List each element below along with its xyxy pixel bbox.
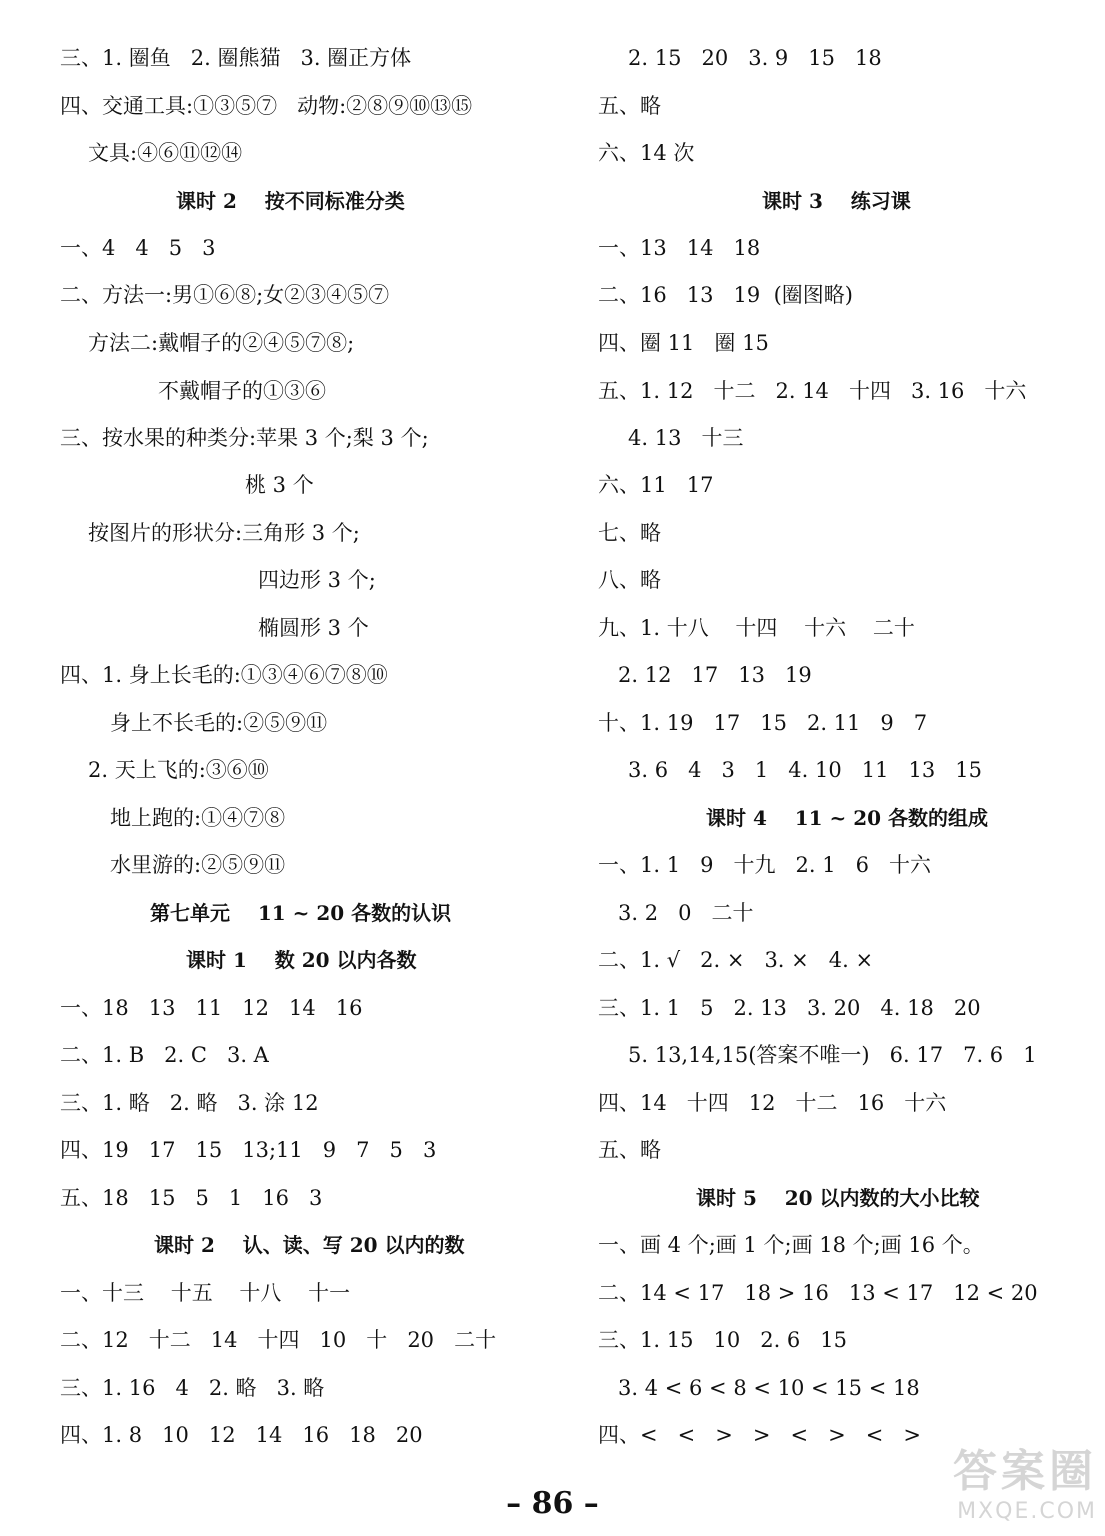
answer-line: 三、1. 圈鱼 2. 圈熊猫 3. 圈正方体	[60, 46, 412, 70]
answer-line: 方法二:戴帽子的②④⑤⑦⑧;	[88, 331, 355, 355]
watermark-text: 答案圈	[953, 1446, 1097, 1497]
answer-line: 四、< < > > < > < >	[598, 1423, 921, 1447]
answer-line: 一、画 4 个;画 1 个;画 18 个;画 16 个。	[598, 1233, 984, 1257]
answer-line: 不戴帽子的①③⑥	[158, 379, 326, 403]
answer-line: 四、14 十四 12 十二 16 十六	[598, 1091, 947, 1115]
watermark-logo	[927, 1435, 1097, 1530]
answer-line: 水里游的:②⑤⑨⑪	[110, 853, 286, 877]
answer-line: 四、1. 身上长毛的:①③④⑥⑦⑧⑩	[60, 663, 388, 687]
answer-line: 按图片的形状分:三角形 3 个;	[88, 521, 360, 545]
answer-line: 3. 2 0 二十	[618, 901, 754, 925]
answer-line: 桃 3 个	[245, 473, 314, 497]
answer-line: 五、略	[598, 94, 661, 118]
answer-line: 四、圈 11 圈 15	[598, 331, 769, 355]
answer-line: 五、18 15 5 1 16 3	[60, 1186, 323, 1210]
answer-line: 六、14 次	[598, 141, 695, 165]
answer-line: 六、11 17	[598, 473, 714, 497]
answer-line: 一、18 13 11 12 14 16	[60, 996, 363, 1020]
page-number: – 86 –	[506, 1486, 599, 1521]
section-heading: 课时 4 11 ~ 20 各数的组成	[706, 806, 989, 830]
answer-line: 八、略	[598, 568, 661, 592]
answer-line: 文具:④⑥⑪⑫⑭	[88, 141, 243, 165]
answer-line: 三、1. 15 10 2. 6 15	[598, 1328, 848, 1352]
section-heading: 课时 2 认、读、写 20 以内的数	[154, 1233, 465, 1257]
answer-line: 一、十三 十五 十八 十一	[60, 1281, 351, 1305]
section-heading: 课时 2 按不同标准分类	[176, 189, 405, 213]
answer-line: 3. 6 4 3 1 4. 10 11 13 15	[628, 758, 982, 782]
answer-line: 4. 13 十三	[628, 426, 744, 450]
answer-line: 地上跑的:①④⑦⑧	[110, 806, 286, 830]
section-heading: 课时 1 数 20 以内各数	[186, 948, 417, 972]
answer-line: 2. 15 20 3. 9 15 18	[628, 46, 882, 70]
answer-line: 三、1. 1 5 2. 13 3. 20 4. 18 20	[598, 996, 981, 1020]
answer-line: 2. 12 17 13 19	[618, 663, 812, 687]
answer-line: 十、1. 19 17 15 2. 11 9 7	[598, 711, 928, 735]
answer-line: 九、1. 十八 十四 十六 二十	[598, 616, 915, 640]
answer-line: 五、1. 12 十二 2. 14 十四 3. 16 十六	[598, 379, 1027, 403]
answer-line: 二、1. √ 2. × 3. × 4. ×	[598, 948, 874, 972]
answer-line: 二、16 13 19 (圈图略)	[598, 283, 853, 307]
answer-line: 二、方法一:男①⑥⑧;女②③④⑤⑦	[60, 283, 390, 307]
answer-line: 一、4 4 5 3	[60, 236, 216, 260]
answer-line: 5. 13,14,15(答案不唯一) 6. 17 7. 6 1	[628, 1043, 1037, 1067]
answer-line: 三、按水果的种类分:苹果 3 个;梨 3 个;	[60, 426, 429, 450]
answer-line: 三、1. 16 4 2. 略 3. 略	[60, 1376, 325, 1400]
answer-line: 四、1. 8 10 12 14 16 18 20	[60, 1423, 423, 1447]
answer-line: 四、交通工具:①③⑤⑦ 动物:②⑧⑨⑩⑬⑮	[60, 94, 473, 118]
answer-line: 二、12 十二 14 十四 10 十 20 二十	[60, 1328, 497, 1352]
answer-line: 二、14 < 17 18 > 16 13 < 17 12 < 20	[598, 1281, 1038, 1305]
unit-heading: 第七单元 11 ~ 20 各数的认识	[150, 901, 452, 925]
answer-line: 2. 天上飞的:③⑥⑩	[88, 758, 269, 782]
watermark-url: MXQE.COM	[957, 1499, 1097, 1524]
answer-line: 四边形 3 个;	[258, 568, 376, 592]
answer-line: 四、19 17 15 13;11 9 7 5 3	[60, 1138, 437, 1162]
answer-line: 身上不长毛的:②⑤⑨⑪	[110, 711, 328, 735]
answer-line: 一、13 14 18	[598, 236, 761, 260]
answer-line: 三、1. 略 2. 略 3. 涂 12	[60, 1091, 319, 1115]
answer-line: 椭圆形 3 个	[258, 616, 369, 640]
section-heading: 课时 5 20 以内数的大小比较	[696, 1186, 980, 1210]
section-heading: 课时 3 练习课	[762, 189, 911, 213]
answer-line: 一、1. 1 9 十九 2. 1 6 十六	[598, 853, 931, 877]
answer-line: 七、略	[598, 521, 661, 545]
answer-line: 五、略	[598, 1138, 661, 1162]
answer-line: 二、1. B 2. C 3. A	[60, 1043, 269, 1067]
answer-line: 3. 4 < 6 < 8 < 10 < 15 < 18	[618, 1376, 920, 1400]
